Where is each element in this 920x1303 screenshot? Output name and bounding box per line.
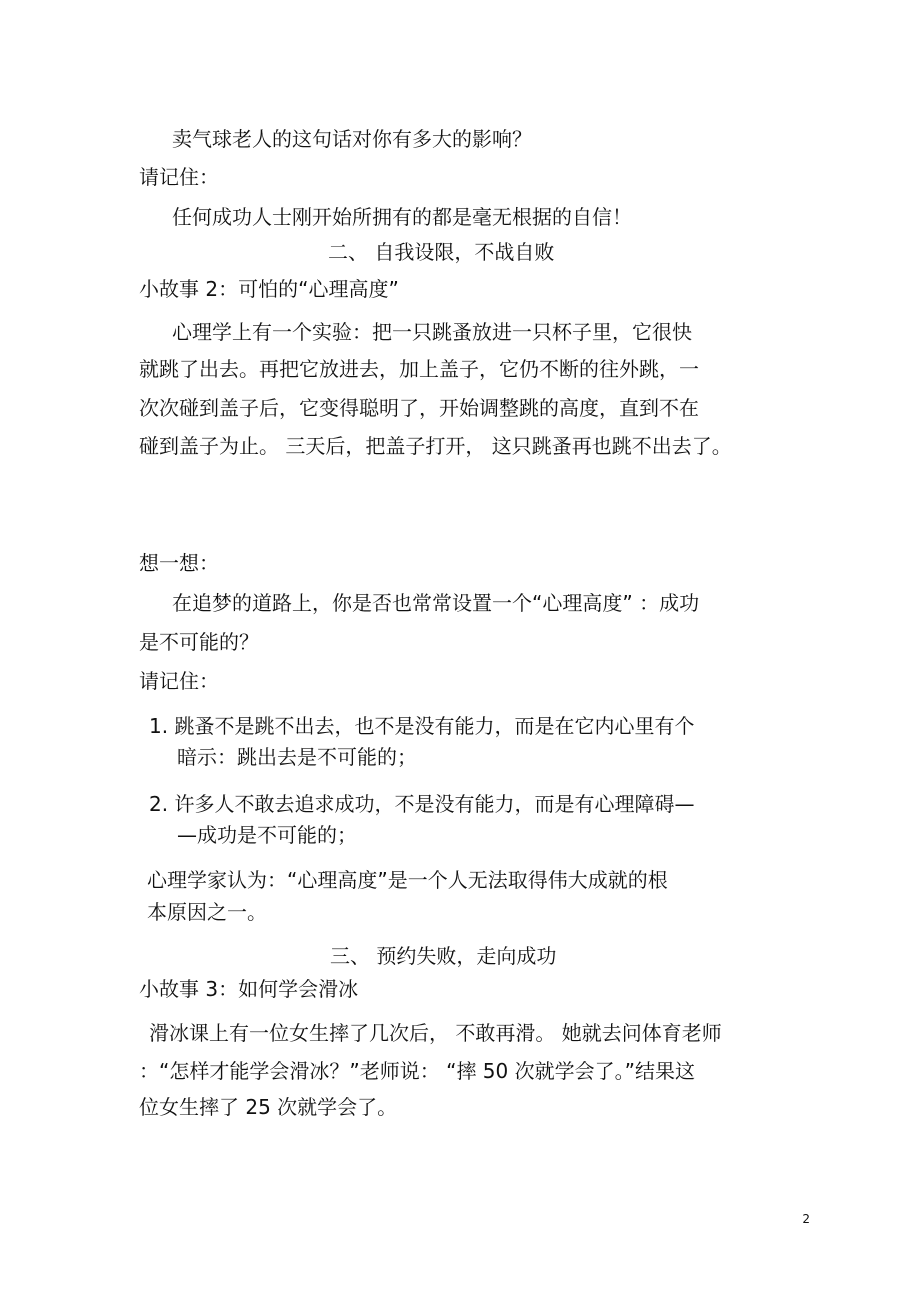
text-line: ：“怎样才能学会滑冰？”老师说： “摔 50 次就学会了。”结果这: [139, 1059, 695, 1083]
text-line: 在追梦的道路上，你是否也常常设置一个“心理高度” ：成功: [172, 591, 700, 615]
list-item: 2. 许多人不敢去追求成功，不是没有能力，而是有心理障碍—: [149, 792, 695, 816]
list-item-continuation: 暗示：跳出去是不可能的；: [177, 745, 417, 769]
section-heading: 三、 预约失败，走向成功: [330, 944, 557, 968]
text-line: 是不可能的？: [139, 630, 259, 654]
story-title: 小故事 2：可怕的“心理高度”: [139, 277, 399, 301]
text-line: 想一想：: [139, 551, 219, 575]
section-heading: 二、 自我设限，不战自败: [328, 240, 555, 264]
text-line: 心理学上有一个实验：把一只跳蚤放进一只杯子里，它很快: [172, 320, 692, 344]
text-line: 请记住：: [139, 165, 219, 189]
list-item: 1. 跳蚤不是跳不出去，也不是没有能力，而是在它内心里有个: [149, 714, 695, 738]
page-number: 2: [802, 1212, 810, 1226]
text-line: 心理学家认为：“心理高度”是一个人无法取得伟大成就的根: [147, 868, 668, 892]
text-line: 请记住：: [139, 669, 219, 693]
text-line: 本原因之一。: [147, 900, 267, 924]
text-line: 卖气球老人的这句话对你有多大的影响？: [172, 127, 532, 151]
text-line: 位女生摔了 25 次就学会了。: [139, 1095, 398, 1119]
text-line: 就跳了出去。再把它放进去，加上盖子，它仍不断的往外跳，一: [139, 357, 699, 381]
text-line: 次次碰到盖子后，它变得聪明了，开始调整跳的高度，直到不在: [139, 396, 699, 420]
text-line: 碰到盖子为止。 三天后，把盖子打开， 这只跳蚤再也跳不出去了。: [139, 434, 732, 458]
text-line: 滑冰课上有一位女生摔了几次后， 不敢再滑。 她就去问体育老师: [149, 1021, 722, 1045]
text-line: 任何成功人士刚开始所拥有的都是毫无根据的自信！: [172, 205, 632, 229]
story-title: 小故事 3：如何学会滑冰: [139, 977, 359, 1001]
list-item-continuation: —成功是不可能的；: [177, 823, 357, 847]
